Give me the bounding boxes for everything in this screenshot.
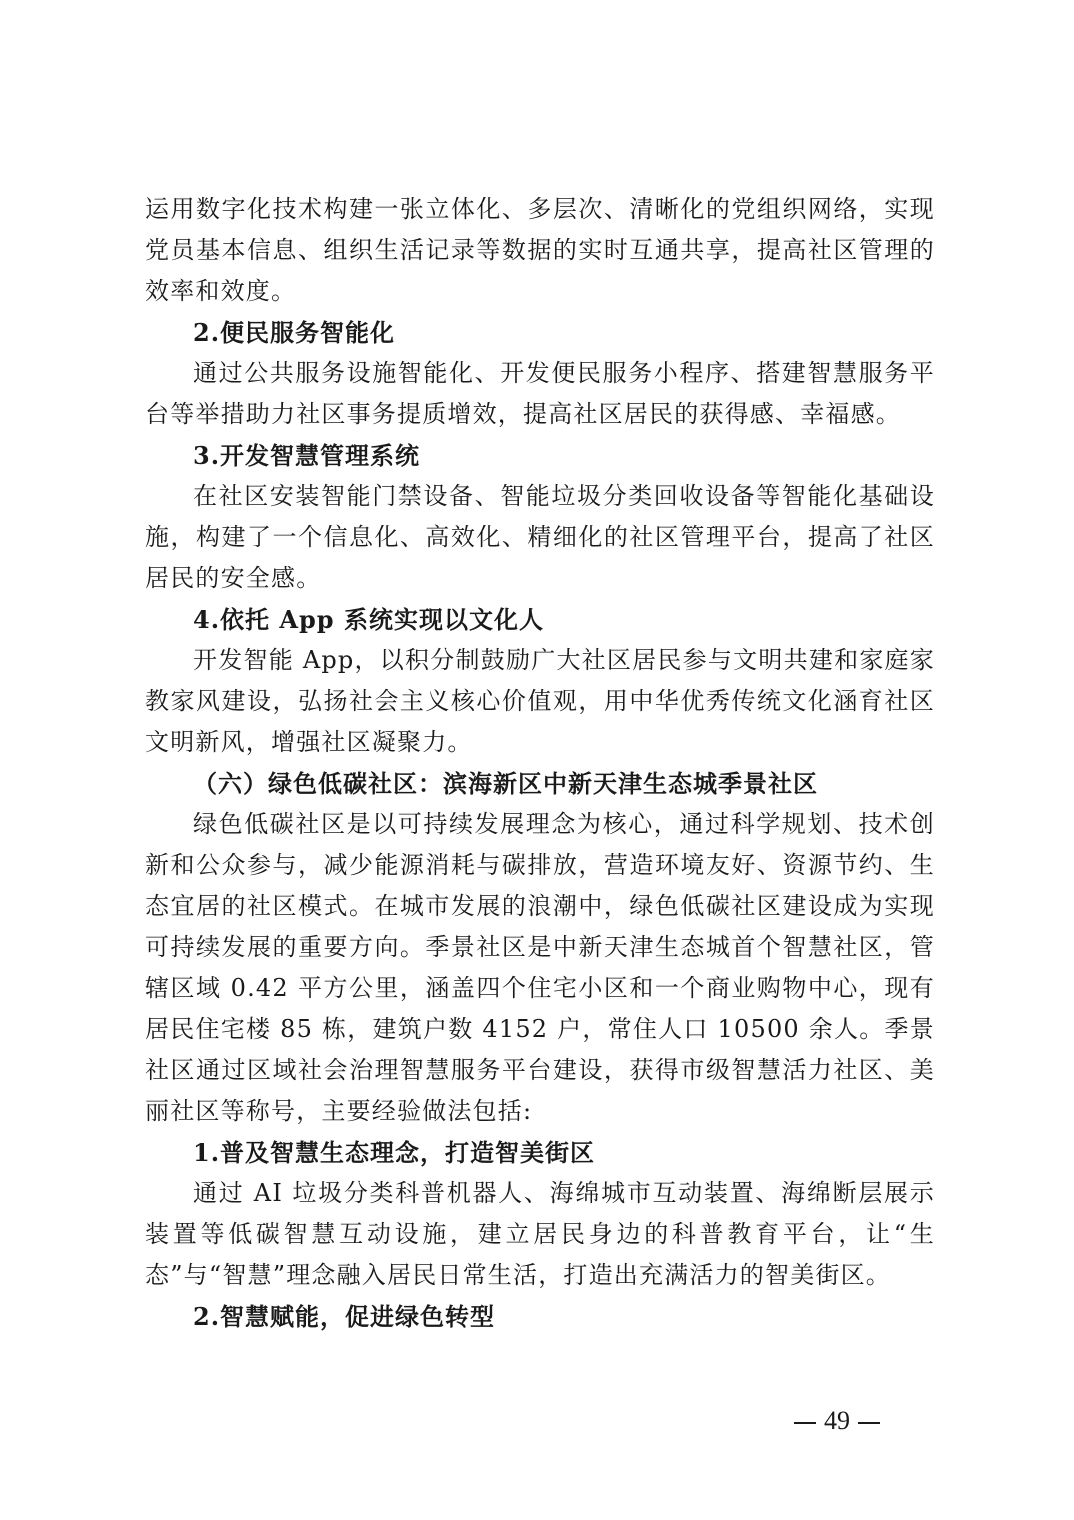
section-heading: 1.普及智慧生态理念，打造智美街区	[193, 1138, 596, 1167]
page-footer	[782, 1406, 892, 1436]
body-paragraph: 通过 AI 垃圾分类科普机器人、海绵城市互动装置、海绵断层展示装置等低碳智慧互动设施，建立居民身边的科普教育平台，让“生态”与“智慧”理念融入居民日常生活，打造出充满活力的智美街区。	[145, 1179, 935, 1289]
document-body	[145, 189, 935, 1337]
body-paragraph: 在社区安装智能门禁设备、智能垃圾分类回收设备等智能化基础设施，构建了一个信息化、高效化、精细化的社区管理平台，提高了社区居民的安全感。	[145, 482, 935, 592]
body-paragraph: 开发智能 App，以积分制鼓励广大社区居民参与文明共建和家庭家教家风建设，弘扬社会主义核心价值观，用中华优秀传统文化涵育社区文明新风，增强社区凝聚力。	[145, 646, 935, 756]
footer-dash-left	[794, 1422, 816, 1424]
section-heading: （六）绿色低碳社区：滨海新区中新天津生态城季景社区	[193, 769, 818, 798]
section-heading: 4.依托 App 系统实现以文化人	[193, 605, 544, 634]
body-paragraph: 通过公共服务设施智能化、开发便民服务小程序、搭建智慧服务平台等举措助力社区事务提质增效，提高社区居民的获得感、幸福感。	[145, 359, 935, 428]
section-heading: 2.便民服务智能化	[193, 318, 396, 347]
body-paragraph: 绿色低碳社区是以可持续发展理念为核心，通过科学规划、技术创新和公众参与，减少能源消耗与碳排放，营造环境友好、资源节约、生态宜居的社区模式。在城市发展的浪潮中，绿色低碳社区建设成为实现可持续发展的重要方向。季景社区是中新天津生态城首个智慧社区，管辖区域 0.42 平方公里，涵盖四个住宅小区和一个商业购物中心，现有居民住宅楼 85 栋，建筑户数 4152 户，常住人口 10500 余人。季景社区通过区域社会治理智慧服务平台建设，获得市级智慧活力社区、美丽社区等称号，主要经验做法包括:	[145, 810, 935, 1125]
section-heading: 3.开发智慧管理系统	[193, 441, 421, 470]
body-paragraph: 运用数字化技术构建一张立体化、多层次、清晰化的党组织网络，实现党员基本信息、组织生活记录等数据的实时互通共享，提高社区管理的效率和效度。	[145, 195, 935, 305]
page-number: 49	[824, 1406, 850, 1435]
footer-dash-right	[858, 1422, 880, 1424]
section-heading: 2.智慧赋能，促进绿色转型	[193, 1302, 496, 1331]
